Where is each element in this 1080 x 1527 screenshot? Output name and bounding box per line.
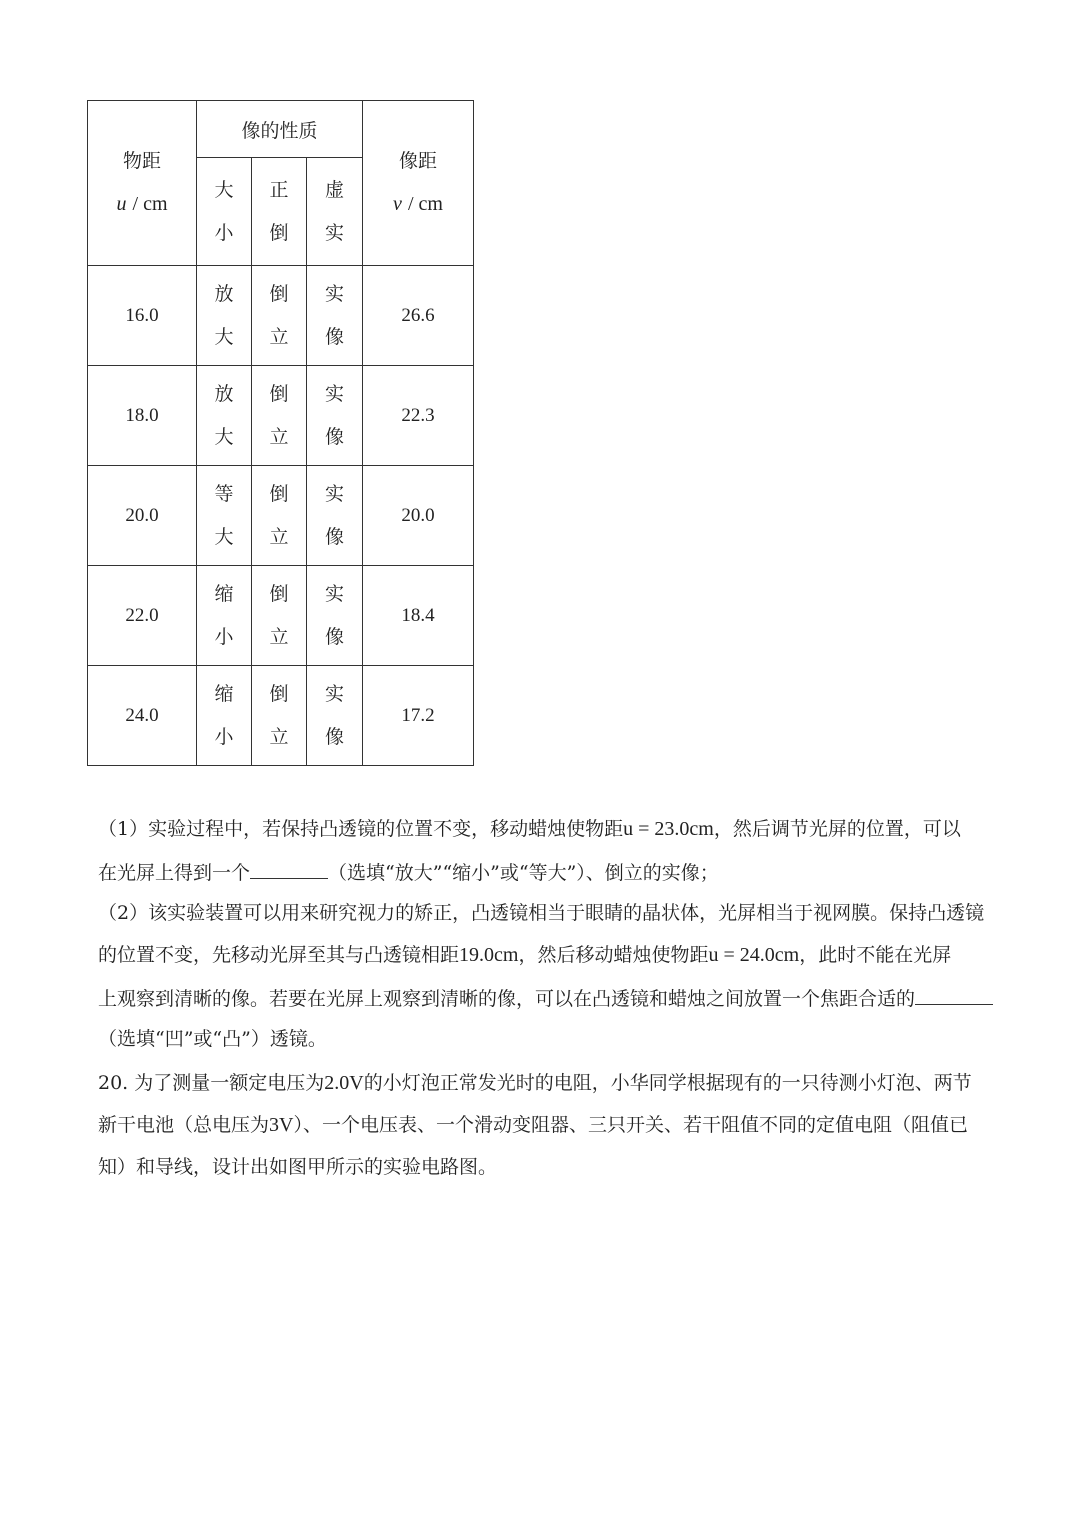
question-2-line-1: （2）该实验装置可以用来研究视力的矫正，凸透镜相当于眼睛的晶状体，光屏相当于视网膜。保持凸透镜 [98,902,985,924]
type-cell: 实 像 [307,666,363,766]
image-properties-header: 像的性质 [197,101,363,158]
object-distance-cell: 22.0 [88,566,197,666]
object-distance-header [88,101,197,266]
question-20 [98,1062,988,1188]
question-1-line-1: （1）实验过程中，若保持凸透镜的位置不变，移动蜡烛使物距u = 23.0cm，然后调节光屏的位置，可以 [98,818,961,840]
size-cell: 缩 小 [197,566,252,666]
image-distance-cell: 26.6 [363,266,474,366]
answer-blank[interactable] [915,976,993,1005]
image-distance-var: v [393,193,402,215]
math-expression: u = 24.0cm [708,944,800,966]
orientation-cell: 倒 立 [252,666,307,766]
orientation-cell: 倒 立 [252,366,307,466]
orientation-cell: 倒 立 [252,566,307,666]
size-cell: 放 大 [197,266,252,366]
math-expression: u = 23.0cm [623,818,714,840]
table-header-row [88,101,474,158]
type-cell: 实 像 [307,466,363,566]
question-1-line-2: 在光屏上得到一个 （选填“放大”“缩小”或“等大”）、倒立的实像； [98,850,988,892]
orientation-header: 正 倒 [252,158,307,266]
answer-blank[interactable] [250,850,328,879]
table-row [88,566,474,666]
math-expression: 3V [269,1114,294,1136]
image-distance-header [363,101,474,266]
image-distance-cell: 17.2 [363,666,474,766]
object-distance-unit: / cm [132,193,168,215]
question-2-line-3: 上观察到清晰的像。若要在光屏上观察到清晰的像，可以在凸透镜和蜡烛之间放置一个焦距合适的 [98,976,988,1018]
orientation-cell: 倒 立 [252,466,307,566]
type-cell: 实 像 [307,366,363,466]
table-row [88,466,474,566]
question-2-line-2: 的位置不变，先移动光屏至其与凸透镜相距19.0cm，然后移动蜡烛使物距u = 24.0cm，此时不能在光屏 [98,944,952,966]
image-distance-label: 像距 [398,150,437,172]
table-row [88,366,474,466]
object-distance-label: 物距 [122,150,161,172]
table-row [88,666,474,766]
object-distance-var: u [116,193,127,215]
image-distance-cell: 22.3 [363,366,474,466]
question-20-line-2: 新干电池（总电压为3V）、一个电压表、一个滑动变阻器、三只开关、若干阻值不同的定值电阻（阻值已 [98,1114,968,1136]
orientation-cell: 倒 立 [252,266,307,366]
type-cell: 实 像 [307,266,363,366]
table-row [88,266,474,366]
image-distance-cell: 18.4 [363,566,474,666]
real-virtual-header: 虚 实 [307,158,363,266]
object-distance-cell: 24.0 [88,666,197,766]
size-cell: 放 大 [197,366,252,466]
math-expression: 2.0V [324,1072,364,1094]
question-2-line-4: （选填“凹”或“凸”）透镜。 [98,1028,327,1050]
question-20-line-1: 20. 为了测量一额定电压为2.0V的小灯泡正常发光时的电阻，小华同学根据现有的一只待测小灯泡、两节 [98,1072,972,1094]
image-distance-unit: / cm [407,193,443,215]
math-expression: 19.0cm [459,944,519,966]
question-2 [98,892,988,1060]
object-distance-cell: 20.0 [88,466,197,566]
object-distance-cell: 16.0 [88,266,197,366]
question-1 [98,808,988,892]
type-cell: 实 像 [307,566,363,666]
lens-data-table [87,100,474,766]
image-distance-cell: 20.0 [363,466,474,566]
size-cell: 等 大 [197,466,252,566]
object-distance-cell: 18.0 [88,366,197,466]
size-cell: 缩 小 [197,666,252,766]
size-header: 大 小 [197,158,252,266]
question-20-line-3: 知）和导线，设计出如图甲所示的实验电路图。 [98,1156,498,1178]
